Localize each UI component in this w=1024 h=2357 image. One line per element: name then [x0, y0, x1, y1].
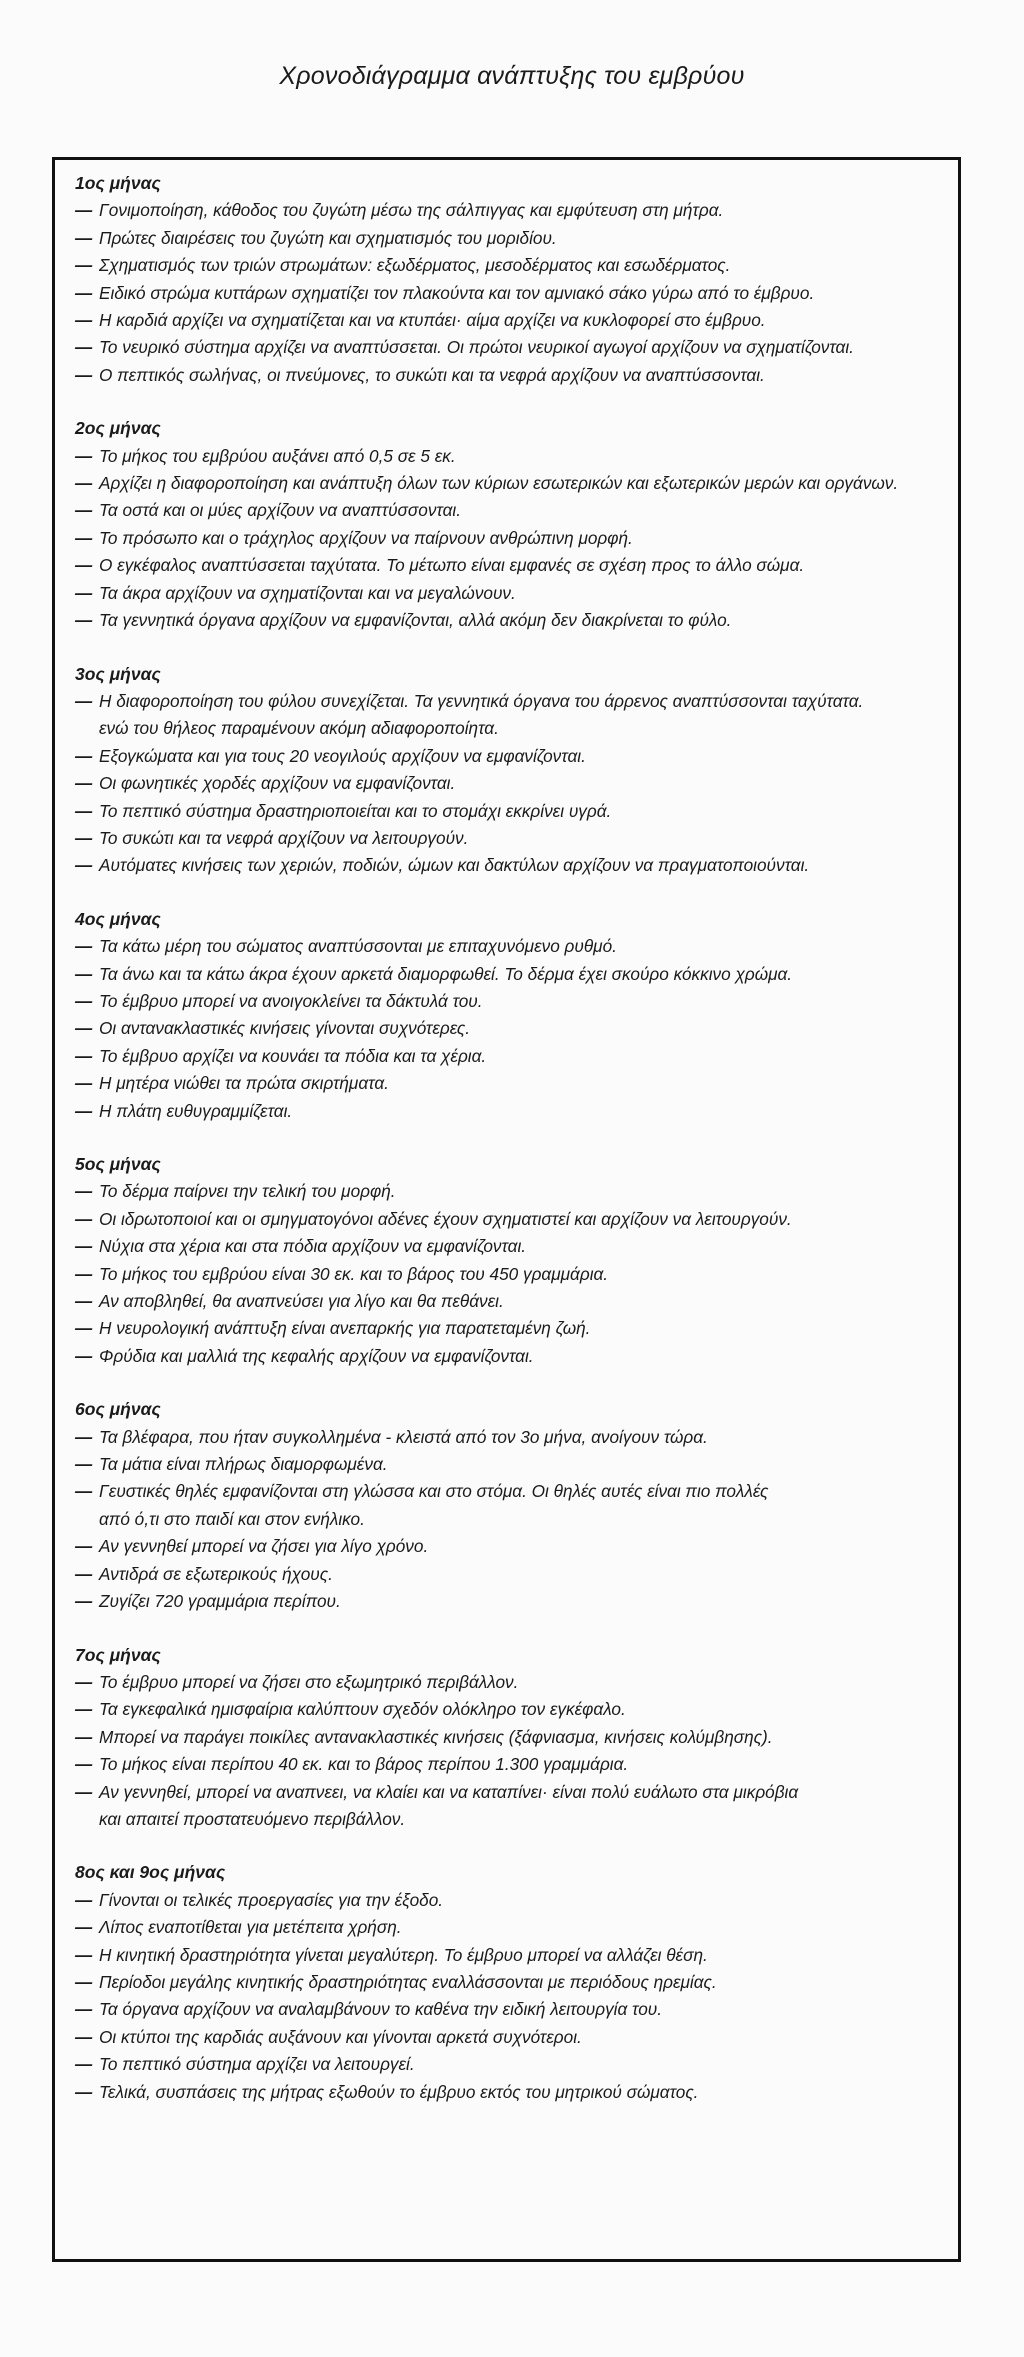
dash-bullet: — [75, 1889, 93, 1910]
list-item: — Φρύδια και μαλλιά της κεφαλής αρχίζουν να εμφανίζονται. [75, 1343, 940, 1370]
dash-bullet: — [75, 1971, 93, 1992]
timeline-box [52, 157, 961, 2262]
list-item: — Το συκώτι και τα νεφρά αρχίζουν να λειτουργούν. [75, 825, 940, 852]
dash-bullet: — [75, 337, 93, 358]
list-item: — Η κινητική δραστηριότητα γίνεται μεγαλύτερη. Το έμβρυο μπορεί να αλλάζει θέση. [75, 1942, 940, 1969]
list-item: — Αντιδρά σε εξωτερικούς ήχους. [75, 1561, 940, 1588]
dash-bullet: — [75, 827, 93, 848]
dash-bullet: — [75, 1291, 93, 1312]
section-month-5 [75, 1151, 940, 1370]
list-item: — Αρχίζει η διαφοροποίηση και ανάπτυξη όλων των κύριων εσωτερικών και εξωτερικών μερών και οργάνων. [75, 470, 940, 497]
dash-bullet: — [75, 1318, 93, 1339]
section-heading: 1ος μήνας [75, 173, 161, 193]
dash-bullet: — [75, 1591, 93, 1612]
list-item: — Τα μάτια είναι πλήρως διαμορφωμένα. [75, 1451, 940, 1478]
list-item: — Τα άνω και τα κάτω άκρα έχουν αρκετά διαμορφωθεί. Το δέρμα έχει σκούρο κόκκινο χρώμα. [75, 961, 940, 988]
list-item: — Το μήκος του εμβρύου είναι 30 εκ. και το βάρος του 450 γραμμάρια. [75, 1261, 940, 1288]
list-item: — Η νευρολογική ανάπτυξη είναι ανεπαρκής για παρατεταμένη ζωή. [75, 1315, 940, 1342]
dash-bullet: — [75, 1563, 93, 1584]
dash-bullet: — [75, 1454, 93, 1475]
section-heading: 4ος μήνας [75, 908, 161, 929]
list-item: — Γονιμοποίηση, κάθοδος του ζυγώτη μέσω της σάλπιγγας και εμφύτευση στη μήτρα. [75, 197, 940, 224]
dash-bullet: — [75, 527, 93, 548]
section-heading: 8ος και 9ος μήνας [75, 1862, 226, 1883]
dash-bullet: — [75, 1917, 93, 1938]
list-item: — Οι φωνητικές χορδές αρχίζουν να εμφανίζονται. [75, 770, 940, 797]
dash-bullet: — [75, 2081, 93, 2102]
dash-bullet: — [75, 963, 93, 984]
dash-bullet: — [75, 200, 93, 221]
dash-bullet: — [75, 1045, 93, 1066]
list-item: — Αυτόματες κινήσεις των χεριών, ποδιών, ώμων και δακτύλων αρχίζουν να πραγματοποιούνται. [75, 852, 940, 879]
list-item: — Ειδικό στρώμα κυττάρων σχηματίζει τον πλακούντα και τον αμνιακό σάκο γύρω από το έμβρυο. [75, 280, 940, 307]
dash-bullet: — [75, 1671, 93, 1692]
list-item: — Το πεπτικό σύστημα αρχίζει να λειτουργεί. [75, 2051, 940, 2078]
dash-bullet: — [75, 773, 93, 794]
dash-bullet: — [75, 445, 93, 466]
list-item: — Το νευρικό σύστημα αρχίζει να αναπτύσσεται. Οι πρώτοι νευρικοί αγωγοί αρχίζουν να σχηματίζονται. [75, 334, 940, 361]
list-item-continuation: από ό,τι στο παιδί και στον ενήλικο. [99, 1508, 365, 1529]
dash-bullet: — [75, 1781, 93, 1802]
dash-bullet: — [75, 1073, 93, 1094]
list-item: — Τα οστά και οι μύες αρχίζουν να αναπτύσσονται. [75, 497, 940, 524]
section-month-4 [75, 906, 940, 1125]
list-item-continuation: και απαιτεί προστατευόμενο περιβάλλον. [99, 1808, 406, 1829]
list-item: — Τα βλέφαρα, που ήταν συγκολλημένα - κλειστά από τον 3ο μήνα, ανοίγουν τώρα. [75, 1424, 940, 1451]
list-item: — Η διαφοροποίηση του φύλου συνεχίζεται. Τα γεννητικά όργανα του άρρενος αναπτύσσονται ταχύτατα. [75, 688, 940, 715]
dash-bullet: — [75, 1536, 93, 1557]
dash-bullet: — [75, 1100, 93, 1121]
list-item: — Το μήκος είναι περίπου 40 εκ. και το βάρος περίπου 1.300 γραμμάρια. [75, 1751, 940, 1778]
dash-bullet: — [75, 1426, 93, 1447]
list-item: — Τα κάτω μέρη του σώματος αναπτύσσονται με επιταχυνόμενο ρυθμό. [75, 933, 940, 960]
section-month-3 [75, 661, 940, 880]
section-heading: 5ος μήνας [75, 1154, 161, 1174]
list-item: — Νύχια στα χέρια και στα πόδια αρχίζουν να εμφανίζονται. [75, 1233, 940, 1260]
list-item: — Αν αποβληθεί, θα αναπνεύσει για λίγο και θα πεθάνει. [75, 1288, 940, 1315]
dash-bullet: — [75, 1208, 93, 1229]
section-month-7 [75, 1642, 940, 1834]
list-item: — Πρώτες διαιρέσεις του ζυγώτη και σχηματισμός του μοριδίου. [75, 225, 940, 252]
list-item: — Ο πεπτικός σωλήνας, οι πνεύμονες, το συκώτι και τα νεφρά αρχίζουν να αναπτύσσονται. [75, 362, 940, 389]
list-item: — Το πεπτικό σύστημα δραστηριοποιείται και το στομάχι εκκρίνει υγρά. [75, 798, 940, 825]
list-item: — Τα γεννητικά όργανα αρχίζουν να εμφανίζονται, αλλά ακόμη δεν διακρίνεται το φύλο. [75, 607, 940, 634]
dash-bullet: — [75, 227, 93, 248]
list-item: — Τα εγκεφαλικά ημισφαίρια καλύπτουν σχεδόν ολόκληρο τον εγκέφαλο. [75, 1696, 940, 1723]
list-item: — Το έμβρυο μπορεί να ανοιγοκλείνει τα δάκτυλά του. [75, 988, 940, 1015]
list-item-continuation: ενώ του θήλεος παραμένουν ακόμη αδιαφοροποίητα. [99, 718, 499, 739]
list-item: — Η καρδιά αρχίζει να σχηματίζεται και να κτυπάει· αίμα αρχίζει να κυκλοφορεί στο έμβρυο. [75, 307, 940, 334]
list-item: — Αν γεννηθεί μπορεί να ζήσει για λίγο χρόνο. [75, 1533, 940, 1560]
list-item: — Περίοδοι μεγάλης κινητικής δραστηριότητας εναλλάσσονται με περιόδους ηρεμίας. [75, 1969, 940, 1996]
dash-bullet: — [75, 1481, 93, 1502]
list-item: — Οι αντανακλαστικές κινήσεις γίνονται συχνότερες. [75, 1015, 940, 1042]
dash-bullet: — [75, 1754, 93, 1775]
dash-bullet: — [75, 1018, 93, 1039]
dash-bullet: — [75, 745, 93, 766]
dash-bullet: — [75, 1726, 93, 1747]
list-item: — Το μήκος του εμβρύου αυξάνει από 0,5 σε 5 εκ. [75, 443, 940, 470]
dash-bullet: — [75, 582, 93, 603]
list-item: — Η πλάτη ευθυγραμμίζεται. [75, 1098, 940, 1125]
section-month-6 [75, 1396, 940, 1615]
list-item: — Τελικά, συσπάσεις της μήτρας εξωθούν το έμβρυο εκτός του μητρικού σώματος. [75, 2079, 940, 2106]
list-item: — Το δέρμα παίρνει την τελική του μορφή. [75, 1178, 940, 1205]
dash-bullet: — [75, 282, 93, 303]
list-item: — Ο εγκέφαλος αναπτύσσεται ταχύτατα. Το μέτωπο είναι εμφανές σε σχέση προς το άλλο σώμα. [75, 552, 940, 579]
dash-bullet: — [75, 1944, 93, 1965]
section-month-2 [75, 415, 940, 634]
section-heading: 2ος μήνας [75, 418, 161, 439]
list-item: — Γίνονται οι τελικές προεργασίες για την έξοδο. [75, 1887, 940, 1914]
dash-bullet: — [75, 610, 93, 631]
dash-bullet: — [75, 310, 93, 331]
dash-bullet: — [75, 1263, 93, 1284]
list-item: — Αν γεννηθεί, μπορεί να αναπνεει, να κλαίει και να καταπίνει· είναι πολύ ευάλωτο στα μικρόβια [75, 1779, 940, 1806]
list-item: — Μπορεί να παράγει ποικίλες αντανακλαστικές κινήσεις (ξάφνιασμα, κινήσεις κολύμβησης). [75, 1724, 940, 1751]
list-item: — Το έμβρυο αρχίζει να κουνάει τα πόδια και τα χέρια. [75, 1043, 940, 1070]
list-item: — Οι κτύποι της καρδιάς αυξάνουν και γίνονται αρκετά συχνότεροι. [75, 2024, 940, 2051]
list-item: — Εξογκώματα και για τους 20 νεογιλούς αρχίζουν να εμφανίζονται. [75, 743, 940, 770]
list-item: — Το έμβρυο μπορεί να ζήσει στο εξωμητρικό περιβάλλον. [75, 1669, 940, 1696]
dash-bullet: — [75, 1699, 93, 1720]
dash-bullet: — [75, 364, 93, 385]
dash-bullet: — [75, 555, 93, 576]
dash-bullet: — [75, 1999, 93, 2020]
dash-bullet: — [75, 2026, 93, 2047]
dash-bullet: — [75, 690, 93, 711]
dash-bullet: — [75, 1181, 93, 1202]
list-item: — Γευστικές θηλές εμφανίζονται στη γλώσσα και στο στόμα. Οι θηλές αυτές είναι πιο πολλές [75, 1478, 940, 1505]
list-item: — Λίπος εναποτίθεται για μετέπειτα χρήση. [75, 1914, 940, 1941]
section-heading: 3ος μήνας [75, 663, 161, 684]
dash-bullet: — [75, 936, 93, 957]
list-item: — Τα όργανα αρχίζουν να αναλαμβάνουν το καθένα την ειδική λειτουργία του. [75, 1996, 940, 2023]
list-item: — Οι ιδρωτοποιοί και οι σμηγματογόνοι αδένες έχουν σχηματιστεί και αρχίζουν να λειτουργούν. [75, 1206, 940, 1233]
section-month-8-9 [75, 1859, 940, 2106]
list-item: — Τα άκρα αρχίζουν να σχηματίζονται και να μεγαλώνουν. [75, 580, 940, 607]
dash-bullet: — [75, 473, 93, 494]
list-item: — Σχηματισμός των τριών στρωμάτων: εξωδέρματος, μεσοδέρματος και εσωδέρματος. [75, 252, 940, 279]
dash-bullet: — [75, 855, 93, 876]
dash-bullet: — [75, 1236, 93, 1257]
section-heading: 6ος μήνας [75, 1399, 161, 1420]
dash-bullet: — [75, 500, 93, 521]
section-month-1 [75, 170, 940, 389]
list-item: — Ζυγίζει 720 γραμμάρια περίπου. [75, 1588, 940, 1615]
page-title: Χρονοδιάγραμμα ανάπτυξης του εμβρύου [279, 62, 745, 90]
dash-bullet: — [75, 800, 93, 821]
list-item: — Το πρόσωπο και ο τράχηλος αρχίζουν να παίρνουν ανθρώπινη μορφή. [75, 525, 940, 552]
dash-bullet: — [75, 255, 93, 276]
list-item: — Η μητέρα νιώθει τα πρώτα σκιρτήματα. [75, 1070, 940, 1097]
dash-bullet: — [75, 1345, 93, 1366]
section-heading: 7ος μήνας [75, 1644, 161, 1665]
dash-bullet: — [75, 2054, 93, 2075]
dash-bullet: — [75, 990, 93, 1011]
